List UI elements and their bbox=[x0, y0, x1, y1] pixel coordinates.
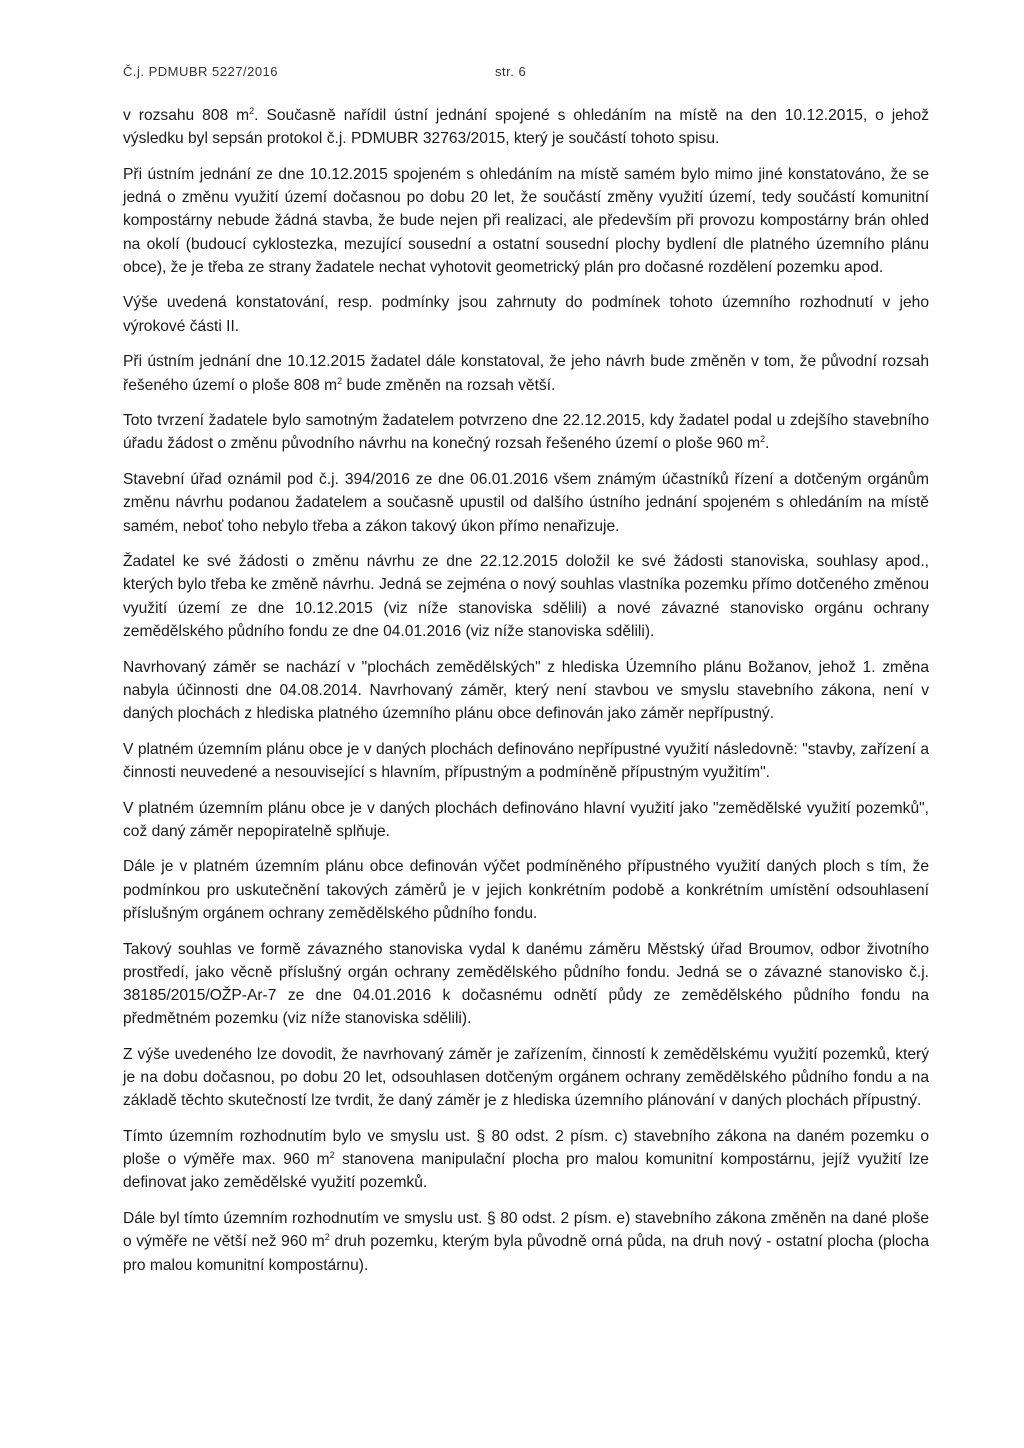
paragraph-8: Navrhovaný záměr se nachází v "plochách zemědělských" z hlediska Územního plánu Božanov, jehož 1. změna nabyla účinnosti dne 04.08.2014. Navrhovaný záměr, který není stavbou ve smyslu stavebního zákona, není v daných plochách z hlediska platného územního plánu obce definován jako záměr nepřípustný. bbox=[123, 658, 929, 722]
paragraph-12: Takový souhlas ve formě závazného stanoviska vydal k danému záměru Městský úřad Broumov, odbor životního prostředí, jako věcně příslušný orgán ochrany zemědělského půdního fondu. Jedná se o závazné stanovisko č.j. 38185/2015/OŽP-Ar-7 ze dne 04.01.2016 k dočasnému odnětí půdy ze zemědělského půdního fondu na předmětném pozemku (viz níže stanoviska sdělili). bbox=[123, 940, 929, 1028]
paragraph-1: v rozsahu 808 $m^2$. Současně nařídil ústní jednání spojené s ohledáním na místě na den 10.12.2015, o jehož výsledku byl sepsán protokol č.j. PDMUBR 32763/2015, který je součástí tohoto spisu. bbox=[123, 106, 930, 148]
paragraph-7: Žadatel ke své žádosti o změnu návrhu ze dne 22.12.2015 doložil ke své žádosti stanoviska, souhlasy apod., kterých bylo třeba ke změně návrhu. Jedná se zejména o nový souhlas vlastníka pozemku přímo dotčeného změnou využití území ze dne 10.12.2015 (viz níže stanoviska sdělili) a nové závazné stanovisko orgánu ochrany zemědělského půdního fondu ze dne 04.01.2016 (viz níže stanoviska sdělili). bbox=[123, 553, 929, 640]
paragraph-6: Stavební úřad oznámil pod č.j. 394/2016 ze dne 06.01.2016 všem známým účastníků řízení a dotčeným orgánům změnu návrhu podanou žadatelem a současně upustil od dalšího ústního jednání spojeném s ohledáním na místě samém, neboť toho nebylo třeba a zákon takový úkon přímo nenařizuje. bbox=[123, 471, 929, 535]
page-header bbox=[123, 60, 923, 84]
paragraph-11: Dále je v platném územním plánu obce definován výčet podmíněného přípustného využití daných ploch s tím, že podmínkou pro uskutečnění takových záměrů je v jejich konkrétním podobě a konkrétním umístění odsouhlasení příslušným orgánem ochrany zemědělského půdního fondu. bbox=[123, 858, 929, 922]
reference-number: Č.j. PDMUBR 5227/2016 bbox=[123, 64, 279, 79]
paragraph-9: V platném územním plánu obce je v daných plochách definováno nepřípustné využití následovně: "stavby, zařízení a činnosti neuvedené a nesouvisející s hlavním, přípustným a podmíněně přípustným využitím". bbox=[123, 740, 929, 781]
paragraph-14: Tímto územním rozhodnutím bylo ve smyslu ust. § 80 odst. 2 písm. c) stavebního zákona na daném pozemku o ploše o výměře max. 960 $m^2$ stanovena manipulační plocha pro malou komunitní kompostárnu, jejíž využití lze definovat jako zemědělské využití pozemků. bbox=[123, 1128, 929, 1192]
page-number: str. 6 bbox=[495, 64, 527, 79]
paragraph-2: Při ústním jednání ze dne 10.12.2015 spojeném s ohledáním na místě samém bylo mimo jiné konstatováno, že se jedná o změnu využití území dočasnou po dobu 20 let, že součástí změny využití území, tedy součástí komunitní kompostárny nebude žádná stavba, že bude nejen při realizaci, ale především při provozu kompostárny brán ohled na okolí (budoucí cyklostezka, mezující sousední a ostatní sousední plochy bydlení dle platného územního plánu obce), že je třeba ze strany žadatele nechat vyhotovit geometrický plán pro dočasné rozdělení pozemku apod. bbox=[123, 165, 929, 276]
paragraph-5: Toto tvrzení žadatele bylo samotným žadatelem potvrzeno dne 22.12.2015, kdy žadatel podal u zdejšího stavebního úřadu žádost o změnu původního návrhu na konečný rozsah řešeného území o ploše 960 $m^2$. bbox=[123, 412, 929, 453]
paragraph-4: Při ústním jednání dne 10.12.2015 žadatel dále konstatoval, že jeho návrh bude změněn v tom, že původní rozsah řešeného území o ploše 808 $m^2$ bude změněn na rozsah větší. bbox=[123, 353, 929, 394]
paragraph-10: V platném územním plánu obce je v daných plochách definováno hlavní využití jako "zemědělské využití pozemků", což daný záměr nepopiratelně splňuje. bbox=[123, 799, 929, 840]
document-body bbox=[123, 104, 929, 1289]
paragraph-3: Výše uvedená konstatování, resp. podmínky jsou zahrnuty do podmínek tohoto územního rozhodnutí v jeho výrokové části II. bbox=[123, 294, 929, 335]
paragraph-13: Z výše uvedeného lze dovodit, že navrhovaný záměr je zařízením, činností k zemědělskému využití pozemků, který je na dobu dočasnou, po dobu 20 let, odsouhlasen dotčeným orgánem ochrany zemědělského půdního fondu a na základě těchto skutečností lze tvrdit, že daný záměr je z hlediska územního plánování v daných plochách přípustný. bbox=[123, 1045, 929, 1110]
paragraph-15: Dále byl tímto územním rozhodnutím ve smyslu ust. § 80 odst. 2 písm. e) stavebního zákona změněn na dané ploše o výměře ne větší než 960 $m^2$ druh pozemku, kterým byla původně orná půda, na druh nový - ostatní plocha (plocha pro malou komunitní kompostárnu). bbox=[123, 1210, 929, 1274]
